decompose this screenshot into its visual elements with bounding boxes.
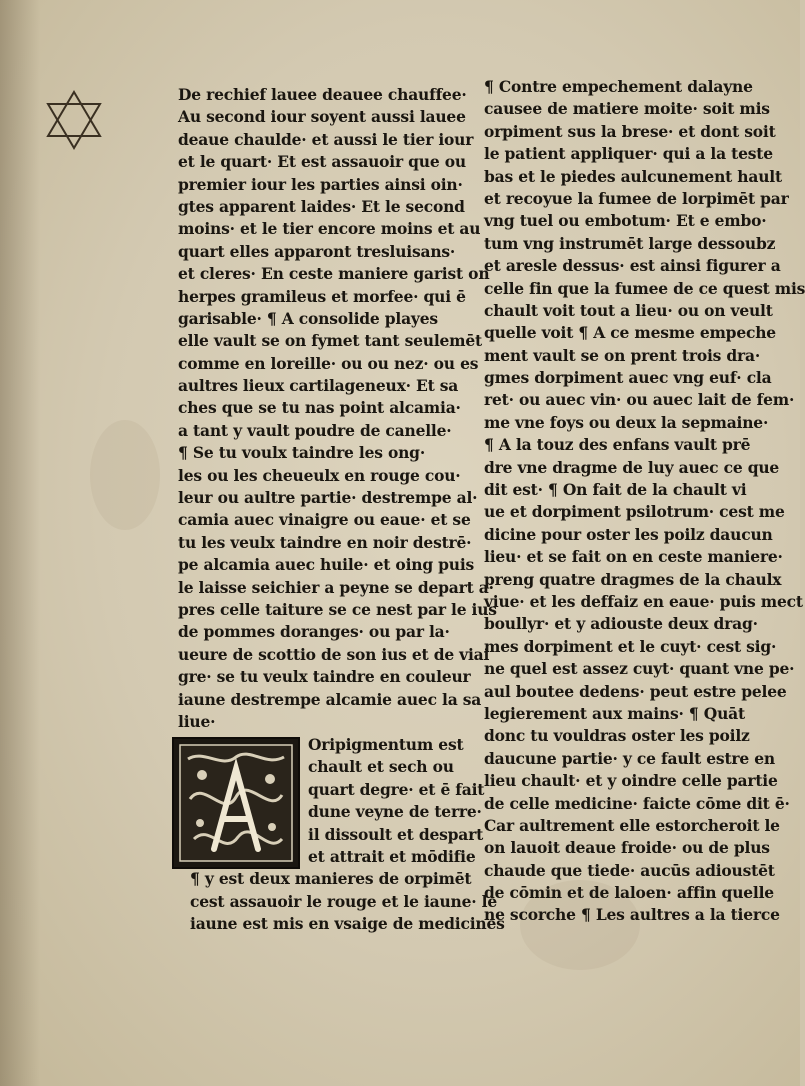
text-line: ches que se tu nas point alcamia· (178, 398, 461, 418)
text-line: de celle medicine· faicte cōme dit ē· (484, 793, 790, 813)
text-line: de cōmin et de laloen· affin quelle (484, 883, 774, 903)
text-line: iaune destrempe alcamie auec la sa (178, 689, 482, 709)
star-of-david-icon (42, 88, 106, 152)
text-line: causee de matiere moite· soit mis (484, 99, 770, 119)
text-line: quelle voit ¶ A ce mesme empeche (484, 323, 776, 343)
text-line: preng quatre dragmes de la chaulx (484, 569, 782, 589)
text-line: gre· se tu veulx taindre en couleur (178, 667, 471, 687)
left-column-bottom (178, 734, 505, 936)
text-line: daucune partie· y ce fault estre en (484, 748, 775, 768)
text-line: ment vault se on prent trois dra· (484, 345, 761, 365)
text-line: chaude que tiede· aucūs adioustēt (484, 860, 775, 880)
text-line: ne quel est assez cuyt· quant vne pe· (484, 659, 795, 679)
text-line: quart elles apparont tresluisans· (178, 241, 456, 261)
text-line: De rechief lauee deauee chauffee· (178, 85, 467, 104)
text-line: deaue chaulde· et aussi le tier iour (178, 129, 474, 149)
text-line: ue et dorpiment psilotrum· cest me (484, 502, 785, 522)
text-line: gmes dorpiment auec vng euf· cla (484, 368, 772, 388)
text-line: on lauoit deaue froide· ou de plus (484, 838, 770, 858)
text-line: et aresle dessus· est ainsi figurer a (484, 256, 781, 276)
text-line: celle fin que la fumee de ce quest mis (484, 278, 805, 298)
text-line: et attrait et mōdifie (308, 846, 476, 866)
text-line: ret· ou auec vin· ou auec lait de fem· (484, 390, 795, 410)
text-line: le patient appliquer· qui a la teste (484, 144, 773, 164)
gutter-shadow (0, 0, 40, 1086)
text-line: ¶ Se tu voulx taindre les ong· (178, 443, 426, 463)
text-line: ¶ y est deux manieres de orpimēt (190, 869, 472, 889)
text-line: quart degre· et ē fait (308, 779, 485, 799)
text-line: lieu· et se fait on en ceste maniere· (484, 547, 783, 567)
text-line: elle vault se on fymet tant seulemēt (178, 331, 482, 351)
text-line: dit est· ¶ On fait de la chault vi (484, 480, 747, 500)
text-line: bas et le piedes aulcunement hault (484, 166, 782, 186)
text-line: leur ou aultre partie· destrempe al· (178, 488, 478, 508)
text-line: dicine pour oster les poilz daucun (484, 524, 773, 544)
text-line: Oripigmentum est (308, 735, 464, 754)
text-line: le laisse seichier a peyne se depart a· (178, 577, 494, 597)
text-line: et le quart· Et est assauoir que ou (178, 152, 466, 172)
text-line: camia auec vinaigre ou eaue· et se (178, 510, 471, 530)
left-column-top (178, 84, 497, 733)
text-line: garisable· ¶ A consolide playes (178, 308, 438, 328)
text-line: tum vng instrumēt large dessoubz (484, 233, 776, 253)
text-line: il dissoult et despart (308, 824, 484, 844)
text-line: et recoyue la fumee de lorpimēt par (484, 188, 789, 208)
text-line: dune veyne de terre· (308, 802, 482, 822)
text-line: a tant y vault poudre de canelle· (178, 420, 452, 440)
text-line: orpiment sus la brese· et dont soit (484, 121, 776, 141)
text-line: chault voit tout a lieu· ou on veult (484, 300, 773, 320)
text-line: liue· (178, 711, 216, 731)
text-line: iaune est mis en vsaige de medicines (190, 914, 505, 934)
text-line: viue· et les deffaiz en eaue· puis mect (484, 591, 803, 611)
text-line: lieu chault· et y oindre celle partie (484, 771, 778, 791)
text-line: ¶ A la touz des enfans vault prē (484, 435, 751, 455)
text-line: donc tu vouldras oster les poilz (484, 726, 750, 746)
text-line: ¶ Contre empechement dalayne (484, 77, 753, 96)
text-line: Car aultrement elle estorcheroit le (484, 815, 780, 835)
right-column (484, 76, 805, 927)
paper-stain (90, 420, 160, 530)
text-line: ueure de scottio de son ius et de viai (178, 644, 490, 664)
text-line: dre vne dragme de luy auec ce que (484, 457, 780, 477)
text-line: chault et sech ou (308, 757, 454, 777)
text-line: de pommes doranges· ou par la· (178, 622, 450, 642)
text-line: les ou les cheueulx en rouge cou· (178, 465, 461, 485)
text-line: comme en loreille· ou ou nez· ou es (178, 353, 479, 373)
text-line: me vne foys ou deux la sepmaine· (484, 412, 769, 432)
text-line: aultres lieux cartilageneux· Et sa (178, 376, 459, 396)
text-line: tu les veulx taindre en noir destrē· (178, 532, 472, 552)
text-line: aul boutee dedens· peut estre pelee (484, 681, 787, 701)
text-line: premier iour les parties ainsi oin· (178, 174, 463, 194)
text-line: et cleres· En ceste maniere garist on (178, 264, 490, 284)
text-line: pe alcamia auec huile· et oing puis (178, 555, 475, 575)
text-line: Au second iour soyent aussi lauee (178, 107, 466, 127)
text-line: moins· et le tier encore moins et au (178, 219, 481, 239)
text-line: mes dorpiment et le cuyt· cest sig· (484, 636, 777, 656)
text-line: cest assauoir le rouge et le iaune· le (190, 891, 498, 911)
text-line: herpes gramileus et morfee· qui ē (178, 286, 466, 306)
text-line: pres celle taiture se ce nest par le ius (178, 599, 497, 619)
text-line: ne scorche ¶ Les aultres a la tierce (484, 905, 780, 925)
text-line: gtes apparent laides· Et le second (178, 196, 465, 216)
text-line: legierement aux mains· ¶ Quāt (484, 703, 745, 723)
text-line: vng tuel ou embotum· Et e embo· (484, 211, 767, 231)
text-line: boullyr· et y adiouste deux drag· (484, 614, 758, 634)
